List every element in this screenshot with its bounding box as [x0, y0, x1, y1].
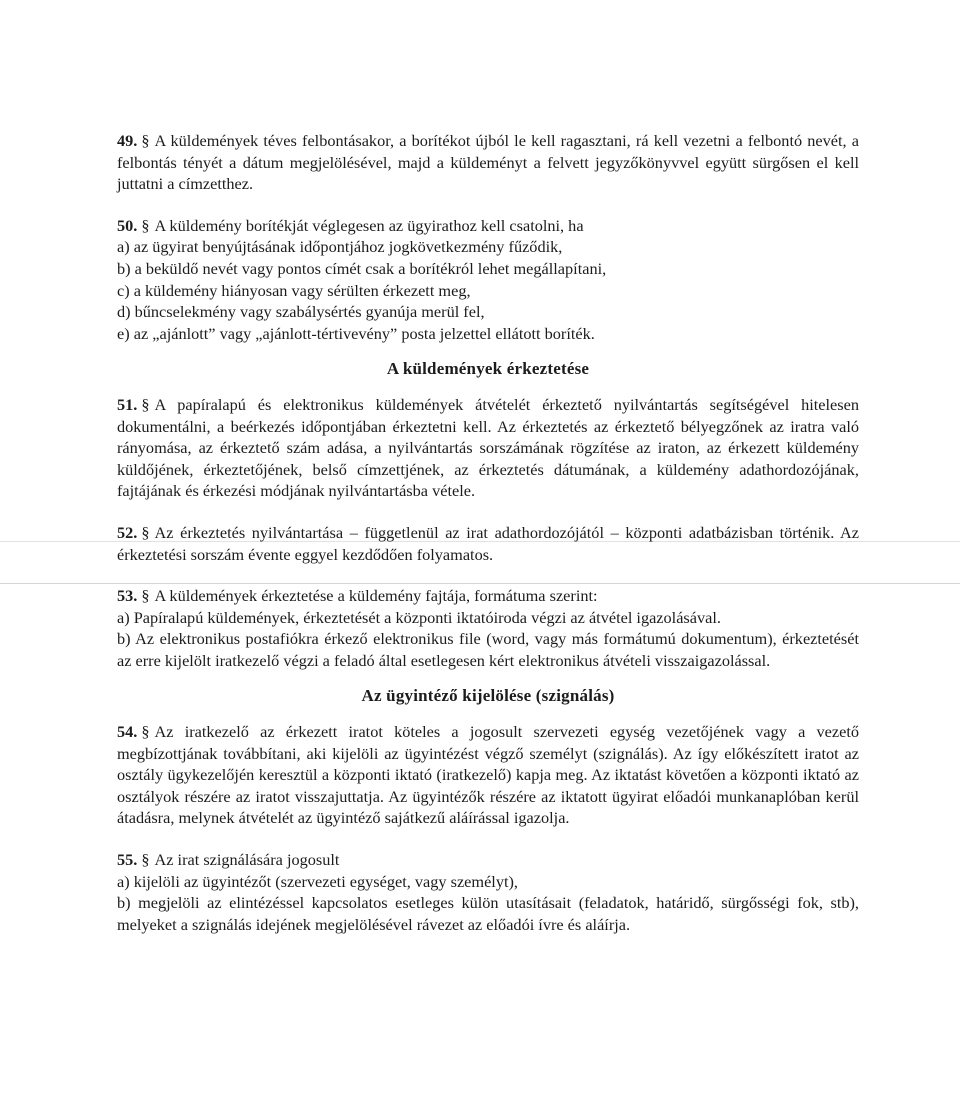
paragraph-50: [117, 215, 859, 345]
paragraph-number: 49.: [117, 131, 138, 150]
list-item: a) az ügyirat benyújtásának időpontjához jogkövetkezmény fűződik,: [117, 237, 563, 257]
section-heading: Az ügyintéző kijelölése (szignálás): [361, 686, 615, 706]
paragraph-intro: A küldemények érkeztetése a küldemény fajtája, formátuma szerint:: [154, 586, 598, 606]
section-heading: A küldemények érkeztetése: [386, 359, 590, 379]
list-item: a) Papíralapú küldemények, érkeztetését a központi iktatóiroda végzi az átvétel igazolásával.: [117, 607, 721, 627]
paragraph-text: A küldemények téves felbontásakor, a borítékot újból le kell ragasztani, rá kell vezetni a felbontó nevét, a felbontás tényét a dátum megjelölésével, majd a küldeményt a felvett jegyzőkönyvvel együtt sürgősen el kell juttatni a címzetthez.: [117, 131, 859, 194]
paragraph-number: 50.: [117, 215, 138, 235]
paragraph-number: 51.: [117, 394, 138, 414]
document-body: [117, 130, 859, 935]
paragraph-intro: A küldemény borítékját véglegesen az ügyirathoz kell csatolni, ha: [154, 215, 584, 235]
paragraph-55: [117, 849, 859, 935]
paragraph-49: [117, 130, 859, 195]
section-sign: §: [141, 850, 150, 870]
paragraph-number: 53.: [117, 586, 138, 606]
list-item: a) kijelöli az ügyintézőt (szervezeti egységet, vagy személyt),: [117, 871, 518, 891]
list-item: c) a küldemény hiányosan vagy sérülten érkezett meg,: [117, 280, 471, 300]
paragraph-number: 55.: [117, 850, 138, 870]
list-item: b) a beküldő nevét vagy pontos címét csak a borítékról lehet megállapítani,: [117, 258, 607, 278]
list-item: b) megjelöli az elintézéssel kapcsolatos esetleges külön utasításait (feladatok, határidő, sürgősségi fok, stb), melyeket a szignálás idejének megjelölésével rávezet az előadói ívre és aláírja.: [117, 893, 859, 934]
section-sign: §: [141, 586, 150, 606]
paragraph-number: 54.: [117, 722, 138, 742]
list-item: d) bűncselekmény vagy szabálysértés gyanúja merül fel,: [117, 302, 485, 322]
paragraph-text: Az iratkezelő az érkezett iratot köteles a jogosult szervezeti egység vezetőjének vagy a vezető megbízottjának továbbítani, aki kijelöli az ügyintézést végző személyt (szignálás). Az így előkészített iratot az osztály ügykezelőjén keresztül a központi iktató (iratkezelő) kapja meg. Az iktatást követően a központi iktató az osztályok részére az iratot visszajuttatja. Az ügyintézők részére az iktatott ügyirat előadói munkanaplóban kerül átadásra, melynek átvételét az ügyintéző sajátkezű aláírással igazolja.: [117, 722, 859, 828]
paragraph-51: [117, 394, 859, 502]
paragraph-52: [117, 522, 859, 565]
section-sign: §: [141, 522, 150, 542]
section-sign: §: [141, 131, 150, 150]
paragraph-54: [117, 721, 859, 829]
paragraph-text: A papíralapú és elektronikus küldemények átvételét érkeztető nyilvántartás segítségével hitelesen dokumentálni, a beérkezés időpontjában érkeztetni kell. Az érkeztetés az érkeztető bélyegzőnek az iratra való rányomása, az érkeztető szám adása, a nyilvántartás sorszámának rögzítése az iraton, az érkezett küldemény küldőjének, érkeztetőjének, belső címzettjének, az érkeztetés dátumának, a küldemény adathordozójának, fajtájának és érkezési módjának nyilvántartásba vétele.: [117, 394, 859, 501]
paragraph-intro: Az irat szignálására jogosult: [154, 850, 340, 870]
paragraph-number: 52.: [117, 522, 138, 542]
section-sign: §: [141, 394, 150, 414]
paragraph-text: Az érkeztetés nyilvántartása – függetlenül az irat adathordozójától – központi adatbázisban történik. Az érkeztetési sorszám évente eggyel kezdődően folyamatos.: [117, 522, 859, 564]
list-item: b) Az elektronikus postafiókra érkező elektronikus file (word, vagy más formátumú dokumentum), érkeztetését az erre kijelölt iratkezelő végzi a feladó által esetlegesen kért elektronikus átvételi visszaigazolással.: [117, 629, 859, 670]
section-sign: §: [141, 215, 150, 235]
paragraph-53: [117, 585, 859, 671]
list-item: e) az „ajánlott” vagy „ajánlott-tértivevény” posta jelzettel ellátott boríték.: [117, 323, 595, 343]
section-sign: §: [141, 722, 150, 742]
